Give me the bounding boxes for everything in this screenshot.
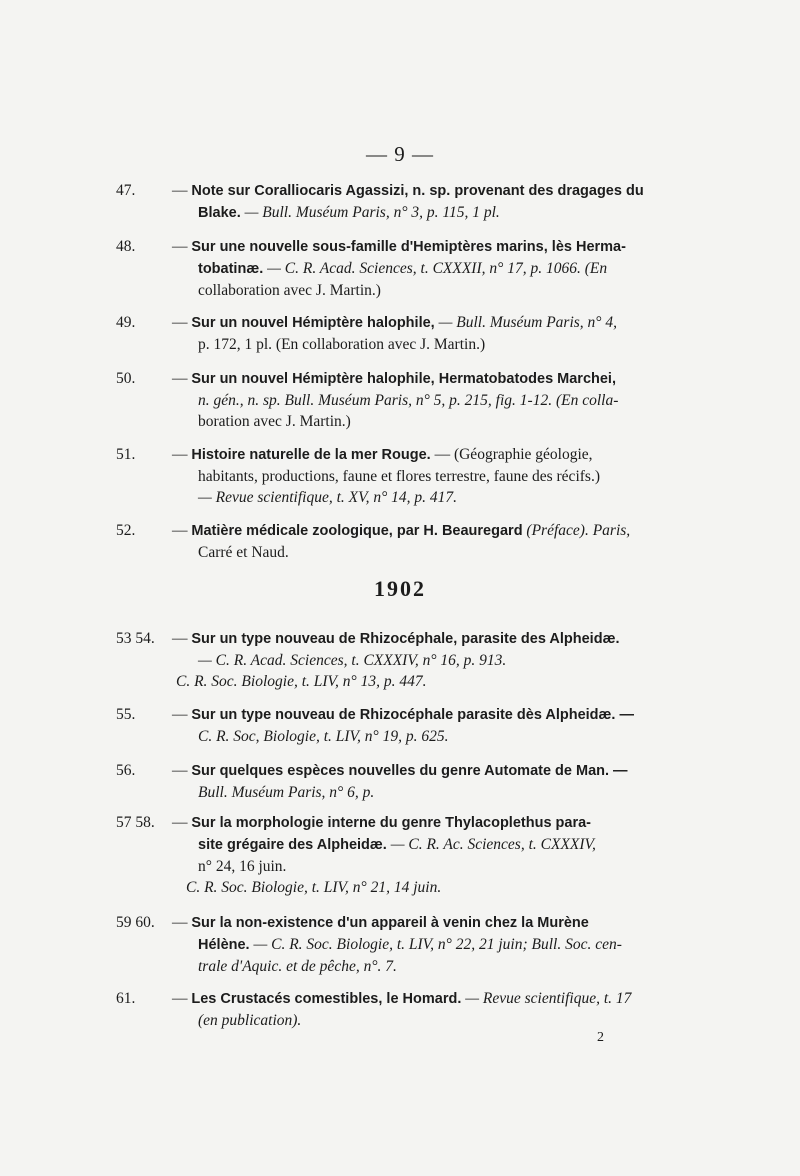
entry-reference-cont: trale d'Aquic. et de pêche, n°. 7. xyxy=(198,958,397,975)
entry-number: 55. xyxy=(116,706,136,723)
entry-reference: — C. R. Soc. Biologie, t. LIV, n° 22, 21 juin; Bull. Soc. cen- xyxy=(253,936,622,953)
bibliography-entry-51: 51. — Histoire naturelle de la mer Rouge. — (Géographie géologie, habitants, productions, faune et flores terrestre, faune des récifs.) — Revue scientifique, t. XV, n° 14, p. 417. xyxy=(116,446,600,506)
entry-reference: (Préface). Paris, xyxy=(526,522,631,539)
entry-reference-cont: p. 172, 1 pl. (En collaboration avec J. Martin.) xyxy=(198,336,486,353)
entry-title: Sur un type nouveau de Rhizocéphale parasite dès Alpheidæ. — xyxy=(191,707,634,723)
entry-reference-cont: C. R. Soc. Biologie, t. LIV, n° 13, p. 447. xyxy=(176,673,427,690)
entry-title: Sur la morphologie interne du genre Thylacoplethus para- xyxy=(191,815,591,831)
entry-number: 56. xyxy=(116,762,136,779)
entry-number: 47. xyxy=(116,182,136,199)
entry-number: 59 60. xyxy=(116,914,155,931)
entry-number: 57 58. xyxy=(116,814,155,831)
entry-number: 48. xyxy=(116,238,136,255)
entry-reference-cont2: C. R. Soc. Biologie, t. LIV, n° 21, 14 juin. xyxy=(186,879,442,896)
entry-reference: C. R. Soc, Biologie, t. LIV, n° 19, p. 625. xyxy=(198,728,449,745)
entry-reference: — Revue scientifique, t. 17 xyxy=(465,990,632,1007)
bibliography-entry-47: 47. — Note sur Coralliocaris Agassizi, n. sp. provenant des dragages du Blake. — Bull. Muséum Paris, n° 3, p. 115, 1 pl. xyxy=(116,182,644,221)
entry-reference: n. gén., n. sp. Bull. Muséum Paris, n° 5, p. 215, fig. 1-12. (En colla- xyxy=(198,392,619,409)
entry-number: 53 54. xyxy=(116,630,155,647)
bibliography-entry-53-54: 53 54. — Sur un type nouveau de Rhizocéphale, parasite des Alpheidæ. — C. R. Acad. Sciences, t. CXXXIV, n° 16, p. 913. C. R. Soc. Biologie, t. LIV, n° 13, p. 447. xyxy=(116,630,620,690)
entry-reference-cont: (en publication). xyxy=(198,1012,302,1029)
entry-reference-cont: Carré et Naud. xyxy=(198,544,289,561)
entry-reference: — Bull. Muséum Paris, n° 4, xyxy=(438,314,617,331)
entry-reference-cont: n° 24, 16 juin. xyxy=(198,858,287,875)
entry-number: 52. xyxy=(116,522,136,539)
entry-reference: — C. R. Acad. Sciences, t. CXXXIV, n° 16, p. 913. xyxy=(198,652,507,669)
entry-number: 51. xyxy=(116,446,136,463)
signature-mark: 2 xyxy=(597,1030,604,1045)
bibliography-entry-56: 56. — Sur quelques espèces nouvelles du genre Automate de Man. — Bull. Muséum Paris, n° 6, p. xyxy=(116,762,628,801)
entry-reference-cont: habitants, productions, faune et flores terrestre, faune des récifs.) xyxy=(198,468,600,485)
entry-title: Sur un type nouveau de Rhizocéphale, parasite des Alpheidæ. xyxy=(191,631,620,647)
entry-reference-cont: boration avec J. Martin.) xyxy=(198,413,351,430)
entry-title-cont: Hélène. xyxy=(198,937,250,953)
entry-reference: — (Géographie géologie, xyxy=(434,446,593,463)
entry-title: Sur un nouvel Hémiptère halophile, Hermatobatodes Marchei, xyxy=(191,371,616,387)
bibliography-entry-50: 50. — Sur un nouvel Hémiptère halophile, Hermatobatodes Marchei, n. gén., n. sp. Bull. Muséum Paris, n° 5, p. 215, fig. 1-12. (En colla- boration avec J. Martin.) xyxy=(116,370,619,430)
entry-title: Histoire naturelle de la mer Rouge. xyxy=(191,447,431,463)
entry-reference: Bull. Muséum Paris, n° 6, p. xyxy=(198,784,375,801)
entry-title: Note sur Coralliocaris Agassizi, n. sp. provenant des dragages du xyxy=(191,183,644,199)
entry-title-cont: tobatinæ. xyxy=(198,261,264,277)
bibliography-entry-61: 61. — Les Crustacés comestibles, le Homard. — Revue scientifique, t. 17 (en publication). xyxy=(116,990,632,1029)
entry-reference: — Bull. Muséum Paris, n° 3, p. 115, 1 pl. xyxy=(244,204,500,221)
entry-reference-cont: collaboration avec J. Martin.) xyxy=(198,282,381,299)
bibliography-entry-55: 55. — Sur un type nouveau de Rhizocéphale parasite dès Alpheidæ. — C. R. Soc, Biologie, t. LIV, n° 19, p. 625. xyxy=(116,706,634,745)
entry-title: Sur la non-existence d'un appareil à venin chez la Murène xyxy=(191,915,589,931)
entry-title: Sur un nouvel Hémiptère halophile, xyxy=(191,315,435,331)
bibliography-entry-48: 48. — Sur une nouvelle sous-famille d'Hemiptères marins, lès Herma- tobatinæ. — C. R. Acad. Sciences, t. CXXXII, n° 17, p. 1066. (En collaboration avec J. Martin.) xyxy=(116,238,626,299)
entry-reference-journal: — Revue scientifique, t. XV, n° 14, p. 417. xyxy=(198,489,458,506)
year-heading: 1902 xyxy=(374,576,426,601)
entry-title: Sur quelques espèces nouvelles du genre Automate de Man. — xyxy=(191,763,628,779)
entry-title: Les Crustacés comestibles, le Homard. xyxy=(191,991,462,1007)
bibliography-entry-57-58: 57 58. — Sur la morphologie interne du genre Thylacoplethus para- site grégaire des Alpheidæ. — C. R. Ac. Sciences, t. CXXXIV, n° 24, 16 juin. C. R. Soc. Biologie, t. LIV, n° 21, 14 juin. xyxy=(116,814,596,896)
entry-reference: — C. R. Ac. Sciences, t. CXXXIV, xyxy=(390,836,596,853)
bibliography-entry-59-60: 59 60. — Sur la non-existence d'un appareil à venin chez la Murène Hélène. — C. R. Soc. Biologie, t. LIV, n° 22, 21 juin; Bull. Soc. cen- trale d'Aquic. et de pêche, n°. 7. xyxy=(116,914,622,975)
page-number: — 9 — xyxy=(366,142,434,166)
entry-title: Sur une nouvelle sous-famille d'Hemiptères marins, lès Herma- xyxy=(191,239,626,255)
entry-number: 61. xyxy=(116,990,136,1007)
entry-number: 49. xyxy=(116,314,136,331)
entry-title-cont: site grégaire des Alpheidæ. xyxy=(198,837,387,853)
entry-title: Matière médicale zoologique, par H. Beauregard xyxy=(191,523,523,539)
entry-reference: — C. R. Acad. Sciences, t. CXXXII, n° 17, p. 1066. (En xyxy=(267,260,608,277)
entry-title-cont: Blake. xyxy=(198,205,241,221)
bibliography-entry-52: 52. — Matière médicale zoologique, par H. Beauregard (Préface). Paris, Carré et Naud. xyxy=(116,522,631,561)
bibliography-entry-49: 49. — Sur un nouvel Hémiptère halophile, — Bull. Muséum Paris, n° 4, p. 172, 1 pl. (En collaboration avec J. Martin.) xyxy=(116,314,617,353)
entry-number: 50. xyxy=(116,370,136,387)
